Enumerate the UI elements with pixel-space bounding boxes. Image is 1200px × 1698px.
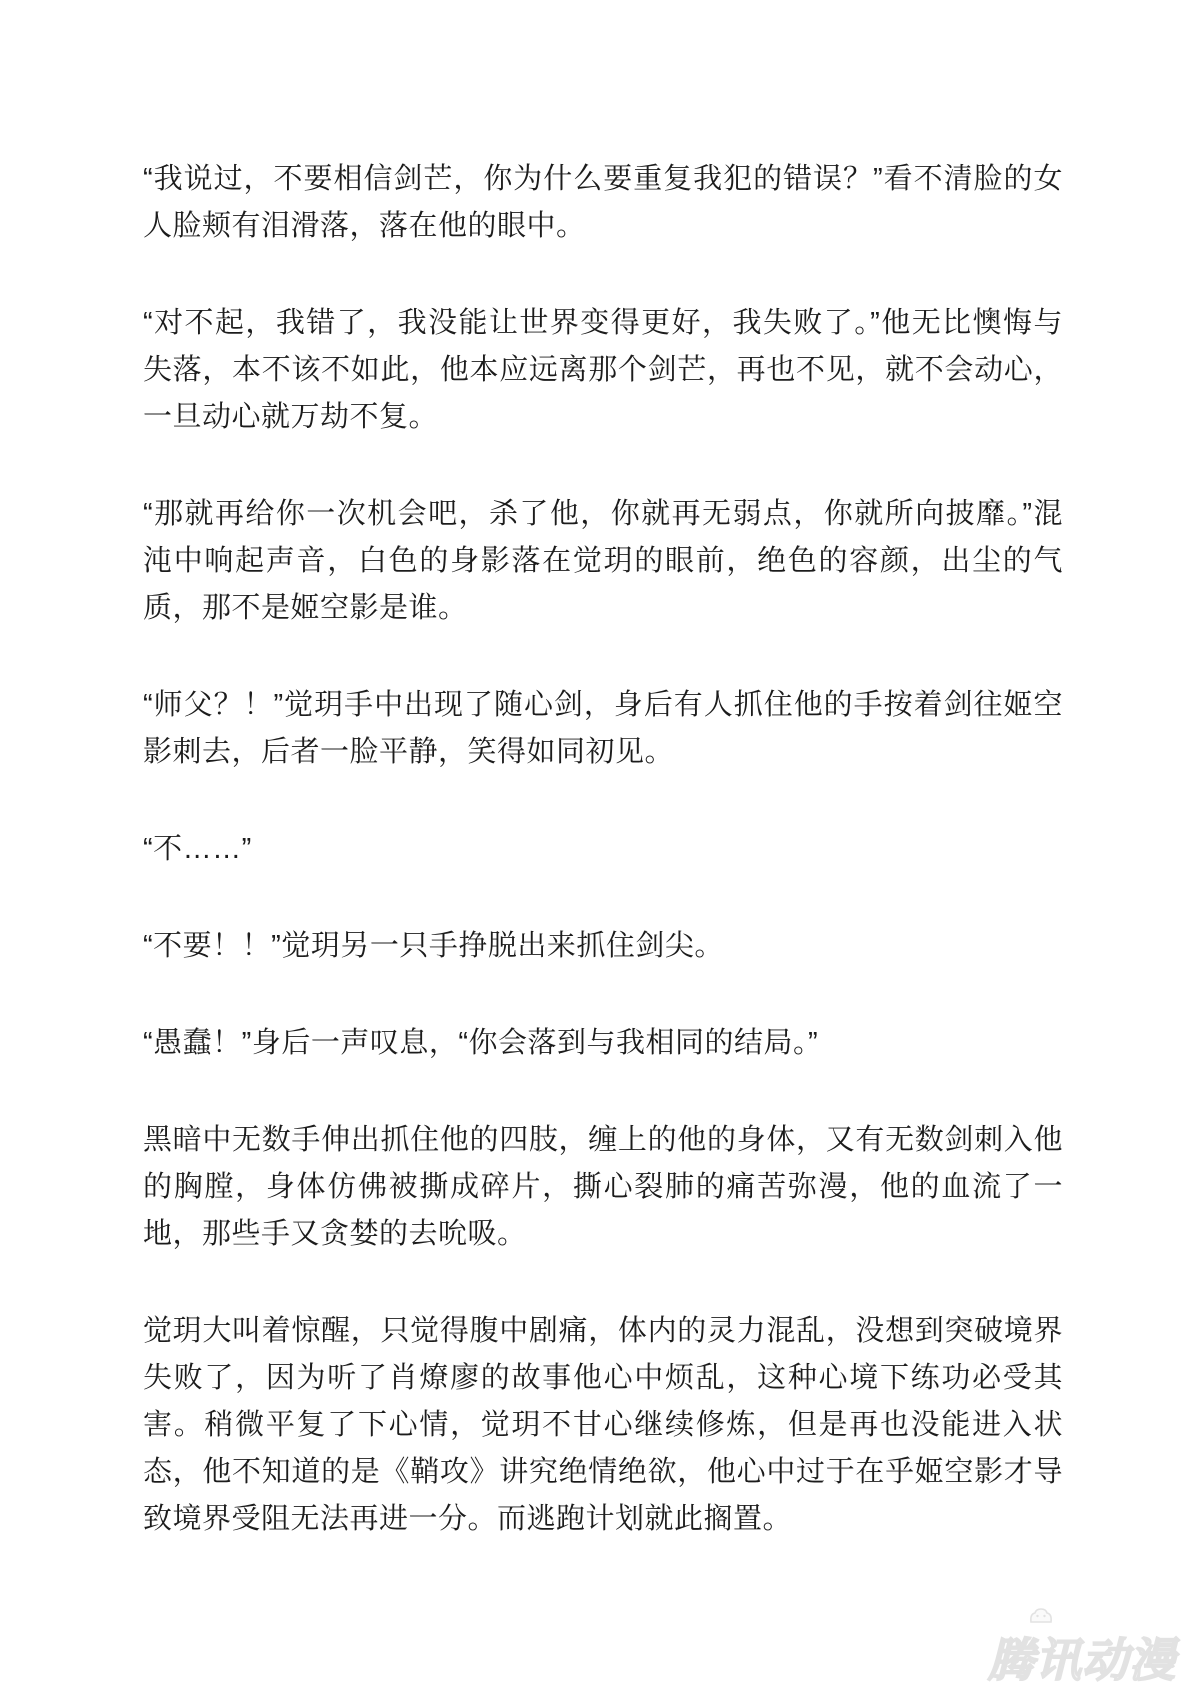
paragraph-3: “那就再给你一次机会吧，杀了他，你就再无弱点，你就所向披靡。”混沌中响起声音，白色的身影落在觉玥的眼前，绝色的容颜，出尘的气质，那不是姬空影是谁。 xyxy=(143,498,1063,624)
tencent-comics-watermark xyxy=(976,1616,1176,1686)
paragraph-7: “愚蠢！”身后一声叹息，“你会落到与我相同的结局。” xyxy=(143,1027,819,1059)
paragraph-6: “不要！！”觉玥另一只手挣脱出来抓住剑尖。 xyxy=(143,930,724,962)
paragraph-9: 觉玥大叫着惊醒，只觉得腹中剧痛，体内的灵力混乱，没想到突破境界失败了，因为听了肖燎廖的故事他心中烦乱，这种心境下练功必受其害。稍微平复了下心情，觉玥不甘心继续修炼，但是再也没能进入状态，他不知道的是《鞘攻》讲究绝情绝欲，他心中过于在乎姬空影才导致境界受阻无法再进一分。而逃跑计划就此搁置。 xyxy=(143,1315,1063,1535)
paragraph-5: “不……” xyxy=(143,833,252,865)
penguin-crown-icon xyxy=(1028,1608,1054,1626)
watermark-text: 腾讯动漫 xyxy=(988,1634,1176,1686)
story-text xyxy=(143,156,1063,1593)
paragraph-2: “对不起，我错了，我没能让世界变得更好，我失败了。”他无比懊悔与失落，本不该不如此，他本应远离那个剑芒，再也不见，就不会动心，一旦动心就万劫不复。 xyxy=(143,307,1063,433)
paragraph-4: “师父？！”觉玥手中出现了随心剑，身后有人抓住他的手按着剑往姬空影刺去，后者一脸平静，笑得如同初见。 xyxy=(143,689,1063,768)
paragraph-8: 黑暗中无数手伸出抓住他的四肢，缠上的他的身体，又有无数剑刺入他的胸膛，身体仿佛被撕成碎片，撕心裂肺的痛苦弥漫，他的血流了一地，那些手又贪婪的去吮吸。 xyxy=(143,1124,1063,1250)
paragraph-1: “我说过，不要相信剑芒，你为什么要重复我犯的错误？”看不清脸的女人脸颊有泪滑落，落在他的眼中。 xyxy=(143,163,1063,242)
